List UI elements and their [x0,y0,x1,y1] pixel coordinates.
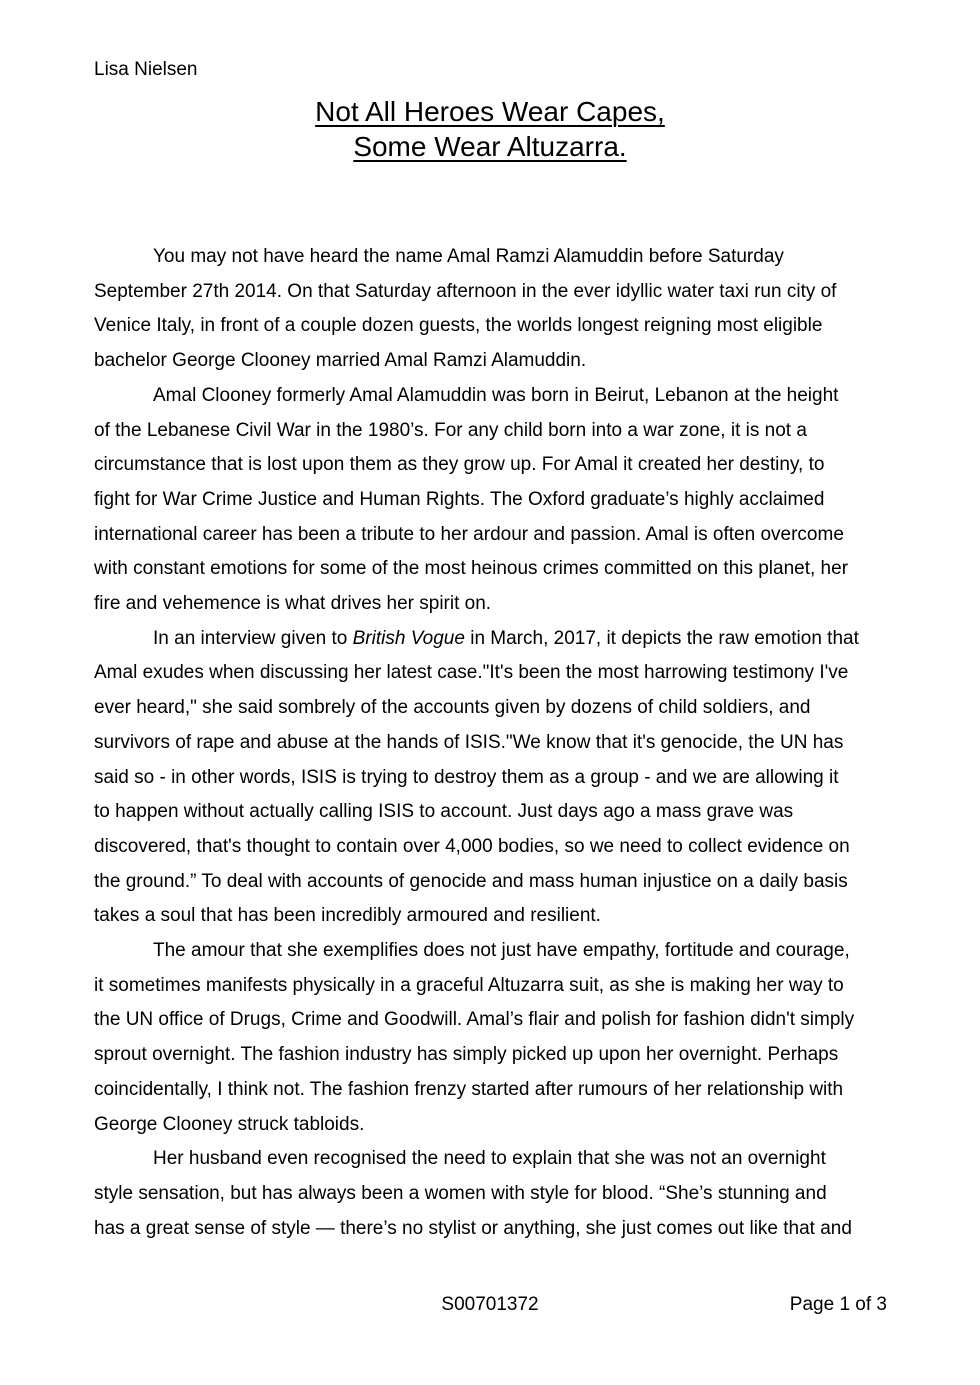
text-line: ever heard," she said sombrely of the accounts given by dozens of child soldiers, and [94,697,811,719]
text-line: the UN office of Drugs, Crime and Goodwill. Amal’s flair and polish for fashion didn't simply [94,1009,855,1031]
publication-title: British Vogue [352,627,465,649]
text-line: Venice Italy, in front of a couple dozen guests, the worlds longest reigning most eligible [94,315,823,337]
paragraph-4 [94,934,889,1142]
paragraph-5 [94,1142,889,1246]
title-line-1: Not All Heroes Wear Capes, [315,96,665,127]
text-line: In an interview given to British Vogue in March, 2017, it depicts the raw emotion that [153,627,859,649]
paragraph-3 [94,622,889,934]
text-line: has a great sense of style — there’s no stylist or anything, she just comes out like that and [94,1217,852,1239]
text-line: the ground.” To deal with accounts of genocide and mass human injustice on a daily basis [94,870,848,892]
text-line: it sometimes manifests physically in a graceful Altuzarra suit, as she is making her way to [94,974,844,996]
text-line: style sensation, but has always been a women with style for blood. “She’s stunning and [94,1182,827,1204]
text-line: said so - in other words, ISIS is trying to destroy them as a group - and we are allowing it [94,766,839,788]
text-line: circumstance that is lost upon them as they grow up. For Amal it created her destiny, to [94,454,825,476]
document-title [0,95,980,164]
text-line: takes a soul that has been incredibly armoured and resilient. [94,905,601,927]
paragraph-2 [94,379,889,622]
text-line: coincidentally, I think not. The fashion frenzy started after rumours of her relationship with [94,1078,844,1100]
text-line: bachelor George Clooney married Amal Ramzi Alamuddin. [94,350,587,372]
text-line: survivors of rape and abuse at the hands of ISIS."We know that it's genocide, the UN has [94,731,844,753]
text-line: Amal exudes when discussing her latest case."It's been the most harrowing testimony I've [94,662,849,684]
text-line: George Clooney struck tabloids. [94,1113,365,1135]
title-line-2: Some Wear Altuzarra. [353,130,627,162]
paragraph-1 [94,240,889,379]
text-line: Amal Clooney formerly Amal Alamuddin was born in Beirut, Lebanon at the height [153,384,839,406]
text-line: discovered, that's thought to contain over 4,000 bodies, so we need to collect evidence on [94,835,850,857]
text-line: international career has been a tribute to her ardour and passion. Amal is often overcome [94,523,844,545]
text-line: fire and vehemence is what drives her spirit on. [94,593,492,615]
document-id: S00701372 [441,1294,539,1315]
author-name: Lisa Nielsen [94,59,198,80]
text-line: You may not have heard the name Amal Ramzi Alamuddin before Saturday [153,246,784,267]
text-line: September 27th 2014. On that Saturday afternoon in the ever idyllic water taxi run city of [94,280,837,302]
text-line: Her husband even recognised the need to explain that she was not an overnight [153,1148,826,1170]
text-line: of the Lebanese Civil War in the 1980’s. For any child born into a war zone, it is not a [94,419,807,441]
text-line: sprout overnight. The fashion industry has simply picked up upon her overnight. Perhaps [94,1044,839,1066]
text-line: with constant emotions for some of the most heinous crimes committed on this planet, her [94,558,849,580]
text-line: fight for War Crime Justice and Human Rights. The Oxford graduate’s highly acclaimed [94,488,825,510]
text-line: The amour that she exemplifies does not just have empathy, fortitude and courage, [153,940,850,962]
text-line: to happen without actually calling ISIS to account. Just days ago a mass grave was [94,801,794,823]
body-text [94,240,889,1246]
page-number: Page 1 of 3 [789,1294,887,1315]
